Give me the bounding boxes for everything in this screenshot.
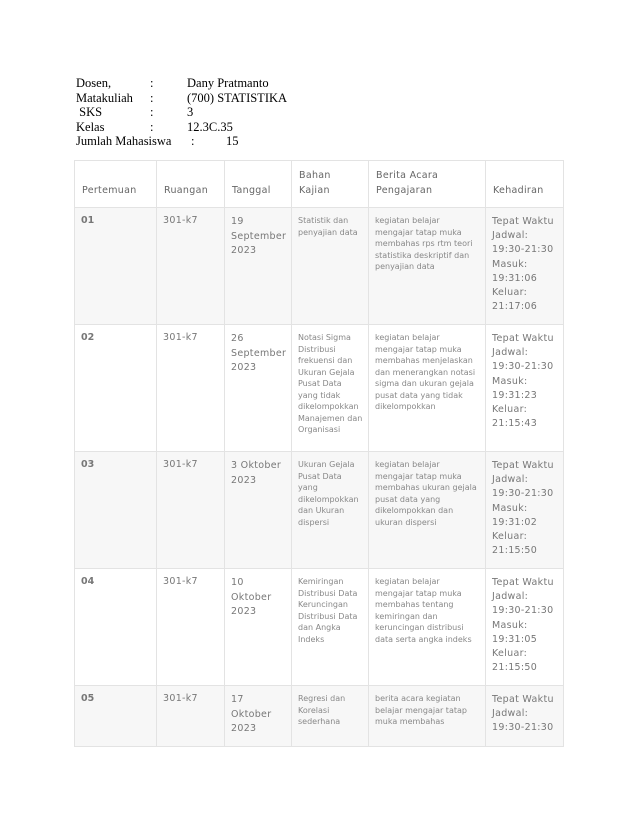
cell-pertemuan: 02 — [75, 325, 157, 452]
kehadiran-jadwal-value: 19:30-21:30 — [492, 488, 554, 500]
kehadiran-masuk-label: Masuk: — [492, 619, 528, 631]
kehadiran-jadwal-value: 19:30-21:30 — [492, 722, 554, 734]
kehadiran-keluar-value: 21:15:50 — [492, 662, 538, 674]
header-berita-acara: Berita Acara Pengajaran — [369, 161, 486, 208]
kehadiran-status: Tepat Waktu — [492, 216, 554, 227]
kehadiran-status: Tepat Waktu — [492, 577, 554, 588]
kehadiran-status: Tepat Waktu — [492, 694, 554, 705]
cell-bahan-kajian: Notasi Sigma Distribusi frekuensi dan Ukuran Gejala Pusat Data yang tidak dikelompokkan Manajemen dan Organisasi — [292, 325, 369, 452]
cell-bahan-kajian: Regresi dan Korelasi sederhana — [292, 686, 369, 747]
info-colon: : — [150, 90, 154, 105]
table-row — [75, 325, 564, 452]
kehadiran-jadwal-value: 19:30-21:30 — [492, 605, 554, 617]
cell-berita-acara: kegiatan belajar mengajar tatap muka membahas rps rtm teori statistika deskriptif dan penyajian data — [369, 208, 486, 325]
cell-ruangan: 301-k7 — [157, 452, 225, 569]
cell-ruangan: 301-k7 — [157, 686, 225, 747]
kehadiran-jadwal-label: Jadwal: — [492, 591, 529, 603]
cell-ruangan: 301-k7 — [157, 208, 225, 325]
kehadiran-jadwal-value: 19:30-21:30 — [492, 244, 554, 256]
table-row — [75, 208, 564, 325]
info-label: Dosen, — [76, 76, 112, 90]
info-value: Dany Pratmanto — [187, 76, 269, 90]
cell-tanggal: 19 September 2023 — [225, 208, 292, 325]
cell-kehadiran — [486, 208, 564, 325]
cell-bahan-kajian: Kemiringan Distribusi Data Keruncingan Distribusi Data dan Angka Indeks — [292, 569, 369, 686]
info-label: Kelas — [76, 119, 105, 134]
kehadiran-jadwal-label: Jadwal: — [492, 230, 529, 242]
cell-kehadiran — [486, 686, 564, 747]
kehadiran-keluar-value: 21:15:43 — [492, 418, 538, 430]
header-bahan-kajian: Bahan Kajian — [292, 161, 369, 208]
cell-pertemuan: 04 — [75, 569, 157, 686]
info-colon: : — [150, 119, 154, 134]
cell-berita-acara: kegiatan belajar mengajar tatap muka membahas ukuran gejala pusat data yang dikelompokkan dan ukuran dispersi — [369, 452, 486, 569]
cell-tanggal: 10 Oktober 2023 — [225, 569, 292, 686]
cell-bahan-kajian: Ukuran Gejala Pusat Data yang dikelompokkan dan Ukuran dispersi — [292, 452, 369, 569]
kehadiran-masuk-label: Masuk: — [492, 502, 528, 514]
cell-pertemuan: 03 — [75, 452, 157, 569]
cell-tanggal: 17 Oktober 2023 — [225, 686, 292, 747]
cell-tanggal: 26 September 2023 — [225, 325, 292, 452]
info-label: SKS — [76, 105, 103, 120]
table-header-row — [75, 161, 564, 208]
attendance-table — [74, 160, 564, 747]
cell-berita-acara: berita acara kegiatan belajar mengajar tatap muka membahas — [369, 686, 486, 747]
kehadiran-keluar-value: 21:17:06 — [492, 301, 538, 313]
header-kehadiran: Kehadiran — [486, 161, 564, 208]
cell-tanggal: 3 Oktober 2023 — [225, 452, 292, 569]
kehadiran-masuk-value: 19:31:02 — [492, 516, 538, 528]
header-pertemuan: Pertemuan — [75, 161, 157, 208]
info-colon: : — [150, 105, 154, 120]
cell-ruangan: 301-k7 — [157, 569, 225, 686]
header-ruangan: Ruangan — [157, 161, 225, 208]
table-row — [75, 452, 564, 569]
cell-pertemuan: 01 — [75, 208, 157, 325]
kehadiran-masuk-value: 19:31:06 — [492, 272, 538, 284]
kehadiran-masuk-label: Masuk: — [492, 258, 528, 270]
cell-berita-acara: kegiatan belajar mengajar tatap muka membahas tentang kemiringan dan keruncingan distribusi data serta angka indeks — [369, 569, 486, 686]
kehadiran-masuk-value: 19:31:23 — [492, 389, 538, 401]
info-value: 15 — [226, 134, 239, 149]
kehadiran-keluar-label: Keluar: — [492, 404, 528, 416]
info-colon: : — [191, 134, 195, 149]
kehadiran-jadwal-label: Jadwal: — [492, 474, 529, 486]
kehadiran-status: Tepat Waktu — [492, 460, 554, 471]
info-value: 3 — [187, 105, 194, 120]
cell-kehadiran — [486, 569, 564, 686]
cell-pertemuan: 05 — [75, 686, 157, 747]
kehadiran-keluar-label: Keluar: — [492, 531, 528, 543]
kehadiran-status: Tepat Waktu — [492, 333, 554, 344]
cell-ruangan: 301-k7 — [157, 325, 225, 452]
cell-kehadiran — [486, 452, 564, 569]
kehadiran-masuk-value: 19:31:05 — [492, 633, 538, 645]
kehadiran-jadwal-label: Jadwal: — [492, 708, 529, 720]
kehadiran-jadwal-value: 19:30-21:30 — [492, 361, 554, 373]
header-tanggal: Tanggal — [225, 161, 292, 208]
info-label: Jumlah Mahasiswa — [76, 134, 172, 149]
cell-kehadiran — [486, 325, 564, 452]
info-value: (700) STATISTIKA — [187, 90, 288, 105]
info-label: Matakuliah — [76, 90, 133, 105]
kehadiran-keluar-label: Keluar: — [492, 287, 528, 299]
table-row — [75, 686, 564, 747]
cell-berita-acara: kegiatan belajar mengajar tatap muka membahas menjelaskan dan menerangkan notasi sigma dan ukuran gejala pusat data yang tidak dikelompokkan — [369, 325, 486, 452]
kehadiran-keluar-value: 21:15:50 — [492, 545, 538, 557]
info-value: 12.3C.35 — [187, 119, 233, 134]
kehadiran-jadwal-label: Jadwal: — [492, 347, 529, 359]
info-colon: : — [150, 76, 154, 90]
kehadiran-keluar-label: Keluar: — [492, 648, 528, 660]
table-row — [75, 569, 564, 686]
kehadiran-masuk-label: Masuk: — [492, 375, 528, 387]
cell-bahan-kajian: Statistik dan penyajian data — [292, 208, 369, 325]
